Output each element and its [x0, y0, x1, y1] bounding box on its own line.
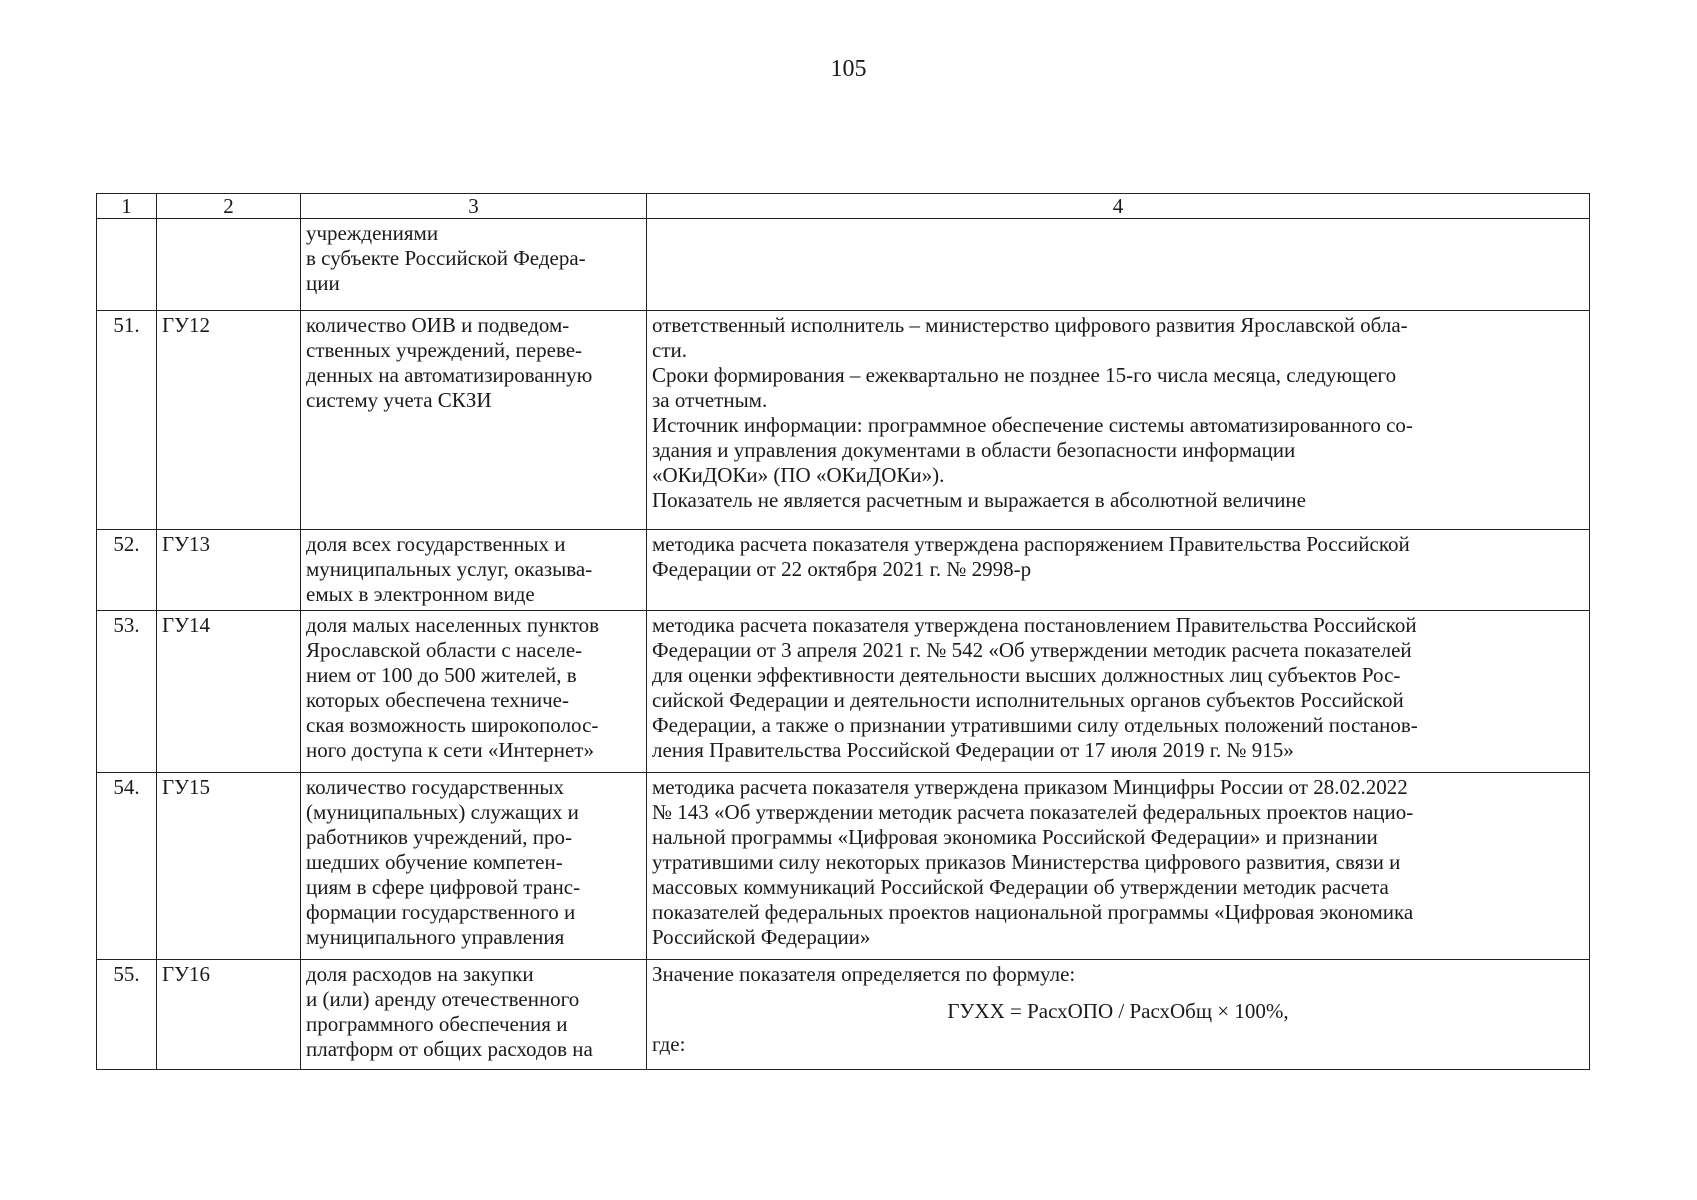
- description-line: методика расчета показателя утверждена приказом Минцифры России от 28.02.2022: [652, 775, 1408, 799]
- description-line: Сроки формирования – ежеквартально не позднее 15-го числа месяца, следующего: [652, 363, 1397, 387]
- name-line: которых обеспечена техниче-: [306, 688, 569, 712]
- row-description-cell: [647, 773, 1590, 960]
- row-code-cell: [157, 219, 301, 311]
- description-line: Показатель не является расчетным и выражается в абсолютной величине: [652, 488, 1306, 512]
- row-name-cell: [301, 219, 647, 311]
- header-cell-3: 3: [301, 194, 647, 219]
- table-header-row: [97, 194, 1590, 219]
- description-line: для оценки эффективности деятельности высших должностных лиц субъектов Рос-: [652, 663, 1401, 687]
- name-line: ции: [306, 271, 340, 295]
- table-row-52: [97, 530, 1590, 611]
- name-line: циям в сфере цифровой транс-: [306, 875, 581, 899]
- name-line: нием от 100 до 500 жителей, в: [306, 663, 577, 687]
- table-row-55: [97, 960, 1590, 1070]
- row-description-cell: [647, 530, 1590, 611]
- name-line: ская возможность широкополос-: [306, 713, 599, 737]
- row-number: 53.: [97, 611, 157, 773]
- description-line: Источник информации: программное обеспечение системы автоматизированного со-: [652, 413, 1413, 437]
- name-line: денных на автоматизированную: [306, 363, 593, 387]
- name-line: программного обеспечения и: [306, 1012, 568, 1036]
- description-line: сти.: [652, 338, 687, 362]
- description-line: нальной программы «Цифровая экономика Российской Федерации» и признании: [652, 825, 1378, 849]
- row-name-cell: [301, 960, 647, 1070]
- row-code: ГУ15: [157, 773, 301, 960]
- description-line: Федерации от 22 октября 2021 г. № 2998-р: [652, 557, 1032, 581]
- table-row-51: [97, 311, 1590, 530]
- description-line: за отчетным.: [652, 388, 768, 412]
- description-line: Федерации от 3 апреля 2021 г. № 542 «Об утверждении методик расчета показателей: [652, 638, 1412, 662]
- row-code: ГУ16: [157, 960, 301, 1070]
- name-line: муниципального управления: [306, 925, 565, 949]
- description-line: ления Правительства Российской Федерации от 17 июля 2019 г. № 915»: [652, 738, 1294, 762]
- row-description-cell: [647, 611, 1590, 773]
- name-line: ного доступа к сети «Интернет»: [306, 738, 594, 762]
- row-description-cell: [647, 960, 1590, 1070]
- row-number: 52.: [97, 530, 157, 611]
- name-line: ственных учреждений, переве-: [306, 338, 583, 362]
- description-line: Значение показателя определяется по формуле:: [652, 962, 1076, 986]
- row-description-cell: [647, 311, 1590, 530]
- table-row-53: [97, 611, 1590, 773]
- name-line: доля расходов на закупки: [306, 962, 534, 986]
- description-line: здания и управления документами в области безопасности информации: [652, 438, 1296, 462]
- row-number-cell: [97, 219, 157, 311]
- name-line: работников учреждений, про-: [306, 825, 573, 849]
- row-number: 55.: [97, 960, 157, 1070]
- header-cell-4: 4: [647, 194, 1590, 219]
- description-line: ответственный исполнитель – министерство цифрового развития Ярославской обла-: [652, 313, 1408, 337]
- row-number: 54.: [97, 773, 157, 960]
- description-line: методика расчета показателя утверждена распоряжением Правительства Российской: [652, 532, 1410, 556]
- description-line: утратившими силу некоторых приказов Министерства цифрового развития, связи и: [652, 850, 1401, 874]
- description-line: № 143 «Об утверждении методик расчета показателей федеральных проектов нацио-: [652, 800, 1414, 824]
- row-code: ГУ13: [157, 530, 301, 611]
- name-line: Ярославской области с населе-: [306, 638, 583, 662]
- name-line: шедших обучение компетен-: [306, 850, 563, 874]
- name-line: формации государственного и: [306, 900, 576, 924]
- row-name-cell: [301, 311, 647, 530]
- name-line: систему учета СКЗИ: [306, 388, 492, 412]
- description-line: сийской Федерации и деятельности исполнительных органов субъектов Российской: [652, 688, 1404, 712]
- name-line: количество государственных: [306, 775, 565, 799]
- name-line: емых в электронном виде: [306, 582, 535, 606]
- name-line: учреждениями: [306, 221, 439, 245]
- name-line: количество ОИВ и подведом-: [306, 313, 570, 337]
- row-code: ГУ12: [157, 311, 301, 530]
- name-line: и (или) аренду отечественного: [306, 987, 580, 1011]
- name-line: доля всех государственных и: [306, 532, 566, 556]
- page-number: 105: [830, 56, 867, 82]
- row-code: ГУ14: [157, 611, 301, 773]
- description-line: методика расчета показателя утверждена постановлением Правительства Российской: [652, 613, 1417, 637]
- description-line: показателей федеральных проектов национальной программы «Цифровая экономика: [652, 900, 1414, 924]
- table-row-continuation: [97, 219, 1590, 311]
- name-line: (муниципальных) служащих и: [306, 800, 579, 824]
- name-line: платформ от общих расходов на: [306, 1037, 593, 1061]
- row-description-cell: [647, 219, 1590, 311]
- description-line: массовых коммуникаций Российской Федерации об утверждении методик расчета: [652, 875, 1389, 899]
- name-line: муниципальных услуг, оказыва-: [306, 557, 593, 581]
- header-cell-2: 2: [157, 194, 301, 219]
- header-cell-1: 1: [97, 194, 157, 219]
- description-line: где:: [652, 1032, 686, 1056]
- row-name-cell: [301, 773, 647, 960]
- description-line: «ОКиДОКи» (ПО «ОКиДОКи»).: [652, 463, 945, 487]
- name-line: в субъекте Российской Федера-: [306, 246, 586, 270]
- formula: ГУХХ = РасхОПО / РасхОбщ × 100%,: [947, 999, 1289, 1023]
- description-line: Федерации, а также о признании утратившими силу отдельных положений постанов-: [652, 713, 1418, 737]
- table-row-54: [97, 773, 1590, 960]
- row-name-cell: [301, 611, 647, 773]
- description-line: Российской Федерации»: [652, 925, 871, 949]
- indicators-table: [96, 193, 1590, 1070]
- row-name-cell: [301, 530, 647, 611]
- name-line: доля малых населенных пунктов: [306, 613, 600, 637]
- row-number: 51.: [97, 311, 157, 530]
